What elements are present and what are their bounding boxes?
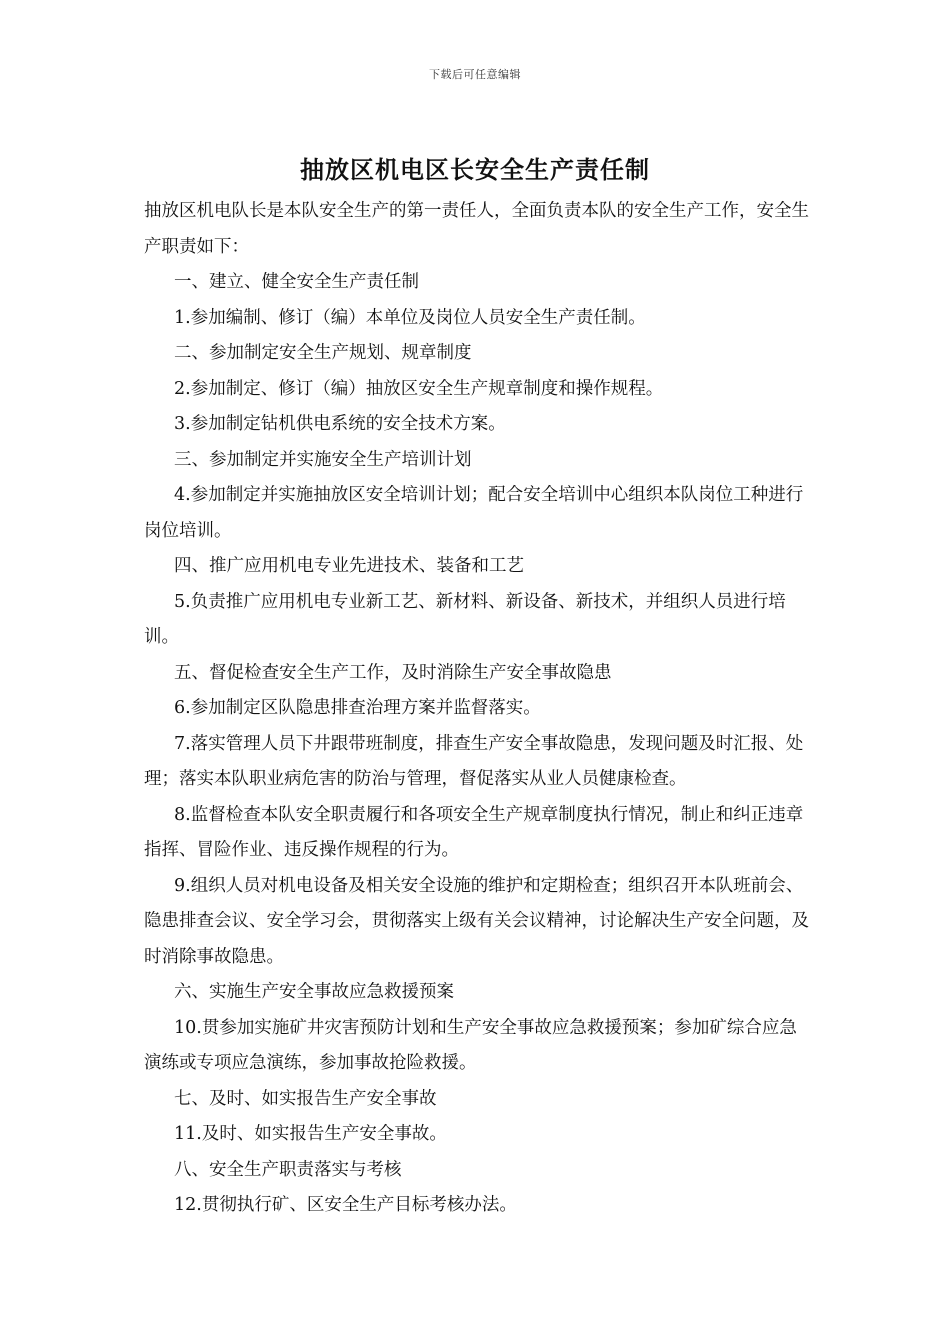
section-heading-6: 六、实施生产安全事故应急救援预案 xyxy=(174,982,454,1002)
header-note: 下载后可任意编辑 xyxy=(429,68,521,81)
clause-3: 3.参加制定钻机供电系统的安全技术方案。 xyxy=(174,414,506,434)
section-heading-5: 五、督促检查安全生产工作，及时消除生产安全事故隐患 xyxy=(174,662,612,683)
clause-2: 2.参加制定、修订（编）抽放区安全生产规章制度和操作规程。 xyxy=(174,378,664,399)
section-heading-4: 四、推广应用机电专业先进技术、装备和工艺 xyxy=(174,556,524,576)
clause-12: 12.贯彻执行矿、区安全生产目标考核办法。 xyxy=(174,1195,517,1215)
section-heading-7: 七、及时、如实报告生产安全事故 xyxy=(174,1088,437,1109)
document-title: 抽放区机电区长安全生产责任制 xyxy=(300,155,650,184)
clause-6: 6.参加制定区队隐患排查治理方案并监督落实。 xyxy=(174,698,541,718)
section-heading-2: 二、参加制定安全生产规划、规章制度 xyxy=(174,343,472,363)
section-heading-3: 三、参加制定并实施安全生产培训计划 xyxy=(174,449,472,470)
intro-paragraph: 抽放区机电队长是本队安全生产的第一责任人，全面负责本队的安全生产工作，安全生产职责如下： xyxy=(144,201,809,257)
clause-11: 11.及时、如实报告生产安全事故。 xyxy=(174,1124,447,1144)
clause-1: 1.参加编制、修订（编）本单位及岗位人员安全生产责任制。 xyxy=(174,307,646,328)
clause-10: 10.贯参加实施矿井灾害预防计划和生产安全事故应急救援预案；参加矿综合应急演练或专项应急演练，参加事故抢险救援。 xyxy=(144,1017,797,1073)
clause-9: 9.组织人员对机电设备及相关安全设施的维护和定期检查；组织召开本队班前会、隐患排查会议、安全学习会，贯彻落实上级有关会议精神，讨论解决生产安全问题，及时消除事故隐患。 xyxy=(144,875,809,967)
clause-5: 5.负责推广应用机电专业新工艺、新材料、新设备、新技术，并组织人员进行培训。 xyxy=(144,591,786,647)
section-heading-8: 八、安全生产职责落实与考核 xyxy=(174,1159,402,1180)
clause-7: 7.落实管理人员下井跟带班制度，排查生产安全事故隐患，发现问题及时汇报、处理；落实本队职业病危害的防治与管理，督促落实从业人员健康检查。 xyxy=(144,733,804,789)
document-body xyxy=(144,194,812,1224)
clause-8: 8.监督检查本队安全职责履行和各项安全生产规章制度执行情况，制止和纠正违章指挥、冒险作业、违反操作规程的行为。 xyxy=(144,804,804,860)
section-heading-1: 一、建立、健全安全生产责任制 xyxy=(174,272,419,292)
clause-4: 4.参加制定并实施抽放区安全培训计划；配合安全培训中心组织本队岗位工种进行岗位培训。 xyxy=(144,485,804,541)
